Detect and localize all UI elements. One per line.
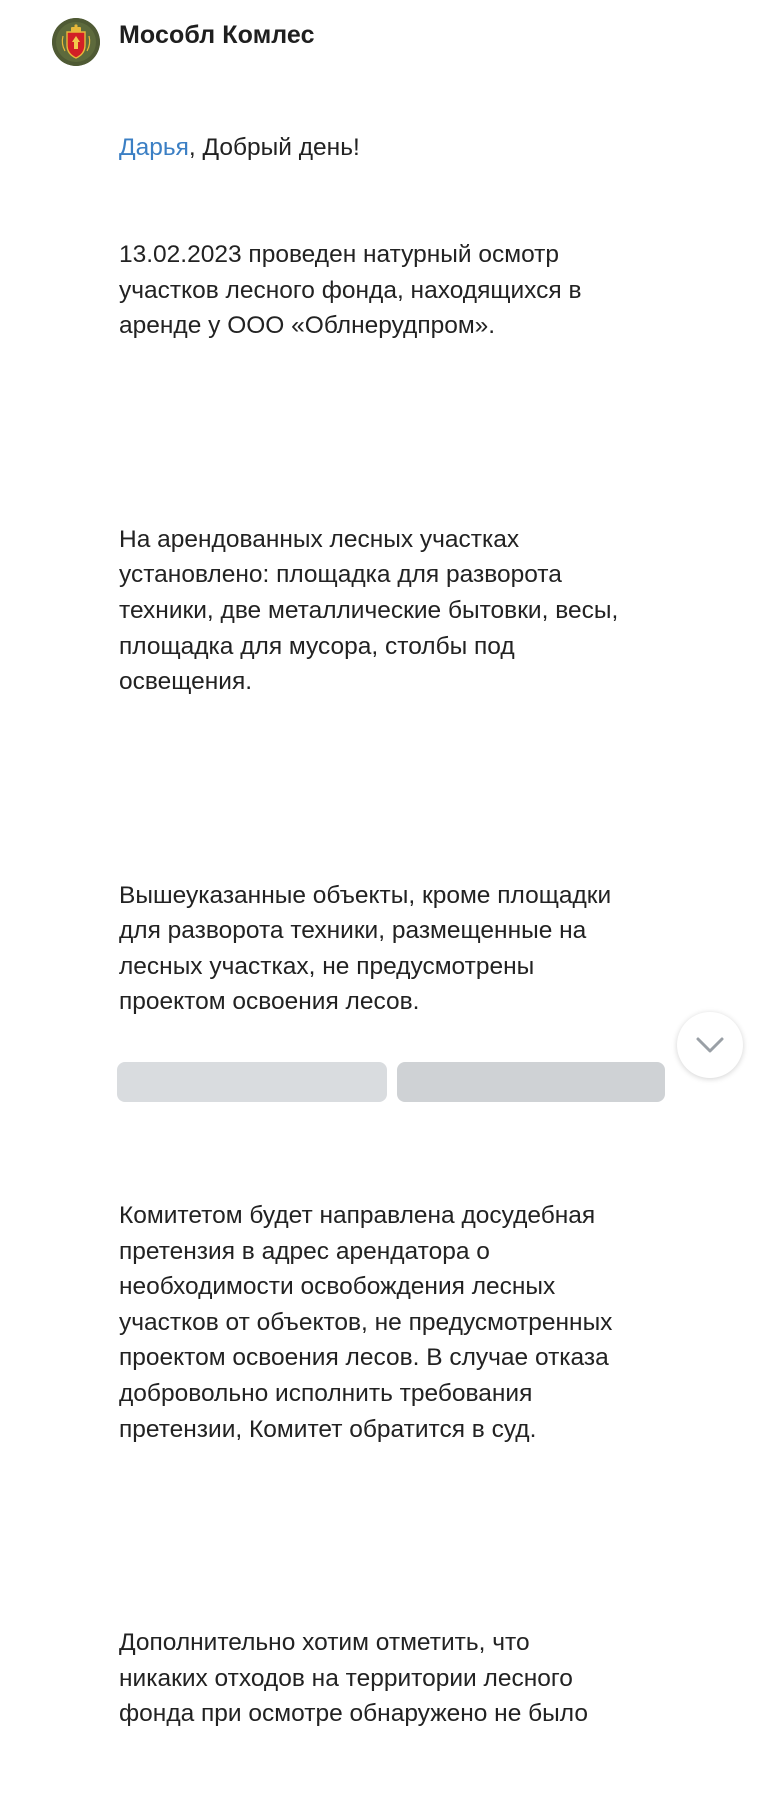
message-paragraph: Комитетом будет направлена досудебная претензия в адрес арендатора о необходимости освобождения лесных участков от объектов, не предусмотренных проектом освоения лесов. В случае отказа добровольно исполнить требования претензии, Комитет обратится в суд.	[119, 1202, 613, 1443]
attachment-photo[interactable]	[397, 1062, 665, 1102]
chevron-down-icon	[695, 1036, 725, 1054]
message-paragraph: Дополнительно хотим отметить, что никаких отходов на территории лесного фонда при осмотре обнаружено не было	[119, 1629, 588, 1728]
message-paragraph: 13.02.2023 проведен натурный осмотр участков лесного фонда, находящихся в аренде у ООО «Облнерудпром».	[119, 240, 582, 340]
paragraph-gap	[119, 1518, 734, 1554]
author-avatar[interactable]	[52, 18, 100, 66]
message-paragraph: На арендованных лесных участках установлено: площадка для разворота техники, две металлические бытовки, весы, площадка для мусора, столбы под освещения.	[119, 525, 619, 696]
scroll-down-button[interactable]	[677, 1012, 743, 1078]
message-post	[119, 19, 734, 1803]
greeting-line	[119, 130, 734, 166]
attachment-photo[interactable]	[117, 1062, 387, 1102]
message-paragraph: Вышеуказанные объекты, кроме площадки для разворота техники, размещенные на лесных участках, не предусмотрены проектом освоения лесов.	[119, 881, 612, 1016]
mention-link[interactable]: Дарья	[119, 134, 189, 162]
author-name[interactable]: Мособл Комлес	[119, 21, 315, 49]
coat-of-arms-icon	[52, 18, 100, 66]
paragraph-gap	[119, 771, 734, 807]
message-text	[119, 59, 734, 1803]
greeting-text: , Добрый день!	[188, 134, 360, 162]
paragraph-gap	[119, 415, 734, 451]
